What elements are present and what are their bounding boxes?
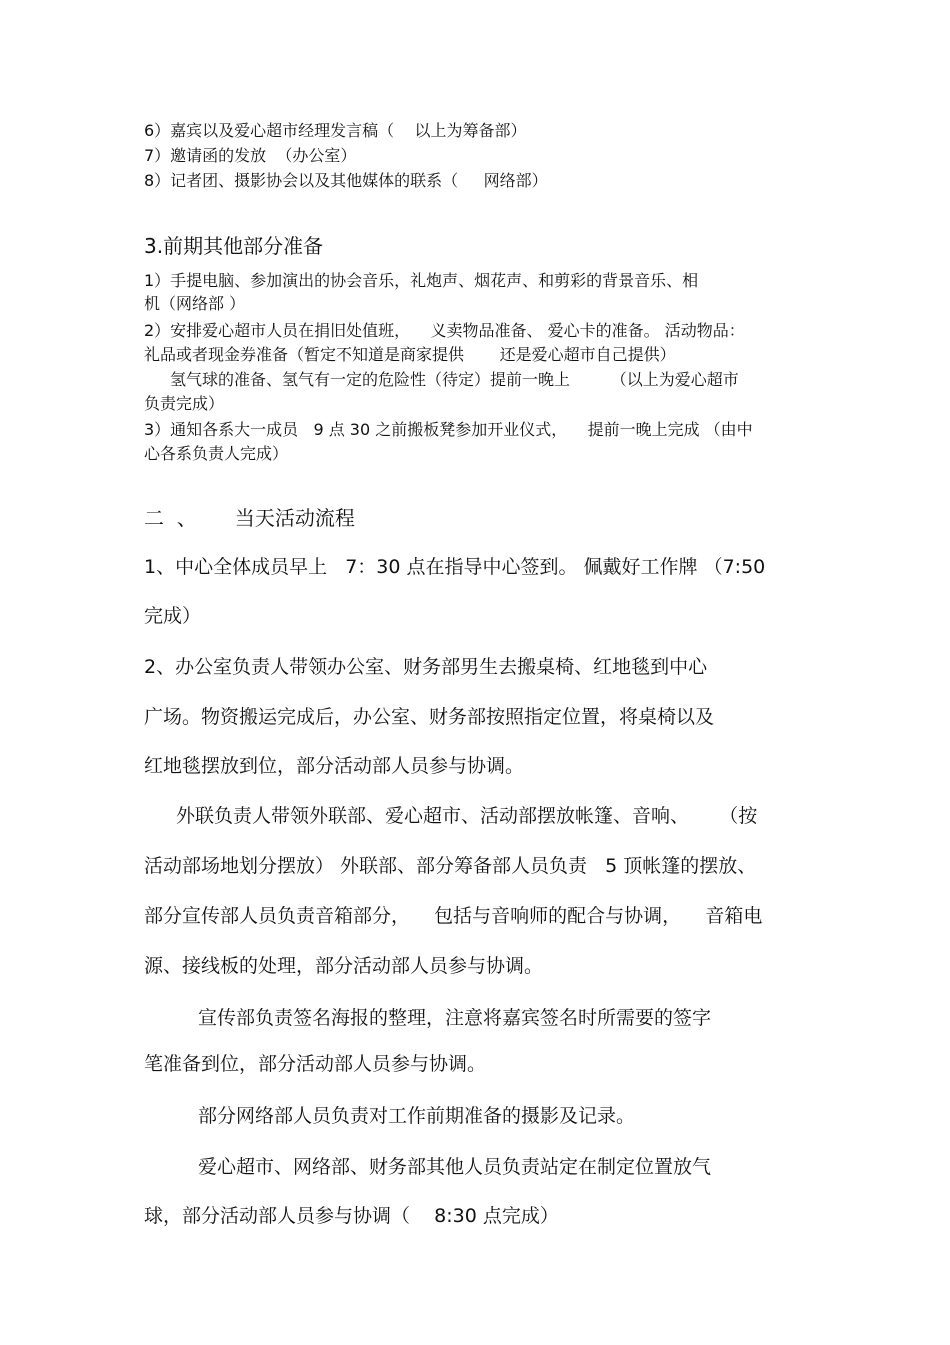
flow-paragraph-4: 笔准备到位，部分活动部人员参与协调。 (144, 1053, 487, 1075)
section-3-heading: 3.前期其他部分准备 (144, 234, 324, 258)
flow-paragraph-5: 部分网络部人员负责对工作前期准备的摄影及记录。 (198, 1105, 636, 1127)
flow-paragraph-2: 2、办公室负责人带领办公室、财务部男生去搬桌椅、红地毯到中心 (144, 656, 708, 678)
section-3-line: 礼品或者现金券准备（暂定不知道是商家提供 还是爱心超市自己提供） (144, 345, 676, 364)
section-3-line: 2）安排爱心超市人员在捐旧处值班， 义卖物品准备、 爱心卡的准备。 活动物品： (144, 321, 745, 340)
flow-paragraph-3: 部分宣传部人员负责音箱部分， 包括与音响师的配合与协调， 音箱电 (144, 905, 763, 927)
prep-item-7: 7）邀请函的发放 （办公室） (144, 146, 357, 165)
flow-paragraph-3: 源、接线板的处理，部分活动部人员参与协调。 (144, 955, 544, 977)
flow-paragraph-2: 红地毯摆放到位，部分活动部人员参与协调。 (144, 755, 525, 777)
flow-paragraph-6: 爱心超市、网络部、财务部其他人员负责站定在制定位置放气 (198, 1156, 712, 1178)
flow-paragraph-6: 球，部分活动部人员参与协调（ 8:30 点完成） (144, 1205, 559, 1227)
flow-paragraph-1: 1、中心全体成员早上 7：30 点在指导中心签到。 佩戴好工作牌 （7:50 (144, 556, 766, 578)
prep-item-8: 8）记者团、摄影协会以及其他媒体的联系（ 网络部） (144, 171, 548, 190)
flow-paragraph-3: 外联负责人带领外联部、爱心超市、活动部摆放帐篷、音响、 （按 (176, 805, 758, 827)
section-3-line: 心各系负责人完成） (144, 444, 289, 463)
section-3-line: 负责完成） (144, 394, 225, 413)
section-3-line: 氢气球的准备、氢气有一定的危险性（待定）提前一晚上 （以上为爱心超市 (170, 370, 739, 389)
flow-paragraph-1: 完成） (144, 605, 202, 627)
flow-paragraph-2: 广场。物资搬运完成后，办公室、财务部按照指定位置，将桌椅以及 (144, 706, 715, 728)
section-2-heading: 二 、 当天活动流程 (144, 506, 355, 530)
section-3-line: 3）通知各系大一成员 9 点 30 之前搬板凳参加开业仪式， 提前一晚上完成 （由中 (144, 420, 753, 439)
flow-paragraph-3: 活动部场地划分摆放） 外联部、部分筹备部人员负责 5 顶帐篷的摆放、 (144, 855, 757, 877)
section-3-line: 机（网络部 ） (144, 294, 246, 313)
section-3-line: 1）手提电脑、参加演出的协会音乐，礼炮声、烟花声、和剪彩的背景音乐、相 (144, 271, 699, 290)
prep-item-6: 6）嘉宾以及爱心超市经理发言稿（ 以上为筹备部） (144, 121, 527, 140)
flow-paragraph-4: 宣传部负责签名海报的整理，注意将嘉宾签名时所需要的签字 (198, 1007, 712, 1029)
